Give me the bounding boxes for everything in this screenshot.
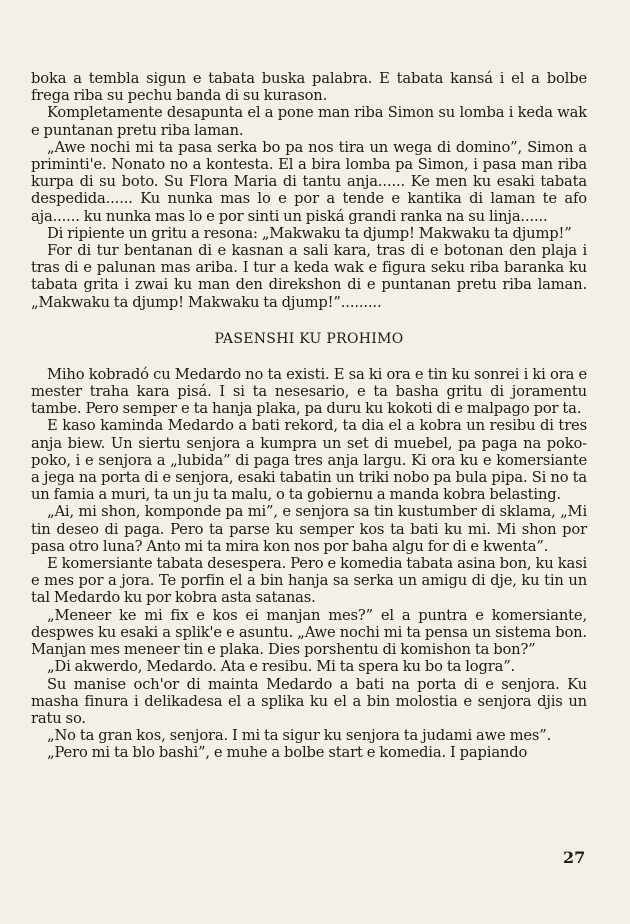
paragraph: boka a tembla sigun e tabata buska palabra. E tabata kansá i el a bolbe frega riba su pechu banda di su kurason. (31, 70, 587, 105)
paragraph: „Ai, mi shon, komponde pa mi”, e senjora sa tin kustumber di sklama, „Mi tin deseo di paga. Pero ta parse ku semper kos ta bati ku mi. Mi shon por pasa otro luna? Anto mi ta mira kon nos por baha algu for di e kwenta”. (31, 503, 587, 555)
paragraph: For di tur bentanan di e kasnan a sali kara, tras di e botonan den plaja i tras di e palunan mas ariba. I tur a keda wak e figura seku riba baranka ku tabata grita i zwai ku man den direkshon di e puntanan pretu riba laman. „Makwaku ta djump! Makwaku ta djump!”......... (31, 242, 587, 311)
body-text-bottom (31, 366, 587, 762)
page-number: 27 (563, 848, 586, 867)
paragraph: Kompletamente desapunta el a pone man riba Simon su lomba i keda wak e puntanan pretu riba laman. (31, 104, 587, 139)
paragraph: „Di akwerdo, Medardo. Ata e resibu. Mi ta spera ku bo ta logra”. (47, 658, 516, 676)
paragraph: E kaso kaminda Medardo a bati rekord, ta dia el a kobra un resibu di tres anja biew. Un siertu senjora a kumpra un set di muebel, pa paga na poko-poko, i e senjora a „lubida” di paga tres anja largu. Ki ora ku e komersiante a jega na porta di e senjora, esaki tabatin un triki nobo pa bula pipa. Si no ta un famia a muri, ta un ju ta malu, o ta gobiernu a manda kobra belasting. (31, 417, 587, 504)
paragraph: Miho kobradó cu Medardo no ta existi. E sa ki ora e tin ku sonrei i ki ora e mester traha kara pisá. I si ta nesesario, e ta basha gritu di joramentu tambe. Pero semper e ta hanja plaka, pa duru ku kokoti di e malpago por ta. (31, 365, 587, 418)
paragraph: E komersiante tabata desespera. Pero e komedia tabata asina bon, ku kasi e mes por a jora. Te porfin el a bin hanja sa serka un amigu di dje, ku tin un tal Medardo ku por kobra asta satanas. (31, 555, 587, 607)
paragraph: „Awe nochi mi ta pasa serka bo pa nos tira un wega di domino”, Simon a priminti'e. Nonato no a kontesta. El a bira lomba pa Simon, i pasa man riba kurpa di su boto. Su Flora Maria di tantu anja...... Ke men ku esaki tabata despedida...... Ku nunka mas lo e por a tende e kantika di laman te afo aja...... ku nunka mas lo e por sinti un piská grandi ranka na su linja...... (31, 138, 587, 225)
paragraph: „No ta gran kos, senjora. I mi ta sigur ku senjora ta judami awe mes”. (47, 727, 552, 745)
paragraph: Di ripiente un gritu a resona: „Makwaku ta djump! Makwaku ta djump!” (47, 224, 572, 242)
paragraph: „Pero mi ta blo bashi”, e muhe a bolbe start e komedia. I papiando (47, 744, 528, 762)
body-text-top (31, 70, 587, 311)
paragraph: „Meneer ke mi fix e kos ei manjan mes?” el a puntra e komersiante, despwes ku esaki a splik'e e asuntu. „Awe nochi mi ta pensa un sistema bon. Manjan mes meneer tin e plaka. Dies porshentu di komishon ta bon?” (31, 606, 587, 659)
section-title: PASENSHI KU PROHIMO (214, 330, 404, 347)
document-page (31, 70, 587, 762)
paragraph: Su manise och'or di mainta Medardo a bati na porta di e senjora. Ku masha finura i delikadesa el a splika ku el a bin molostia e senjora djis un ratu so. (31, 675, 587, 727)
